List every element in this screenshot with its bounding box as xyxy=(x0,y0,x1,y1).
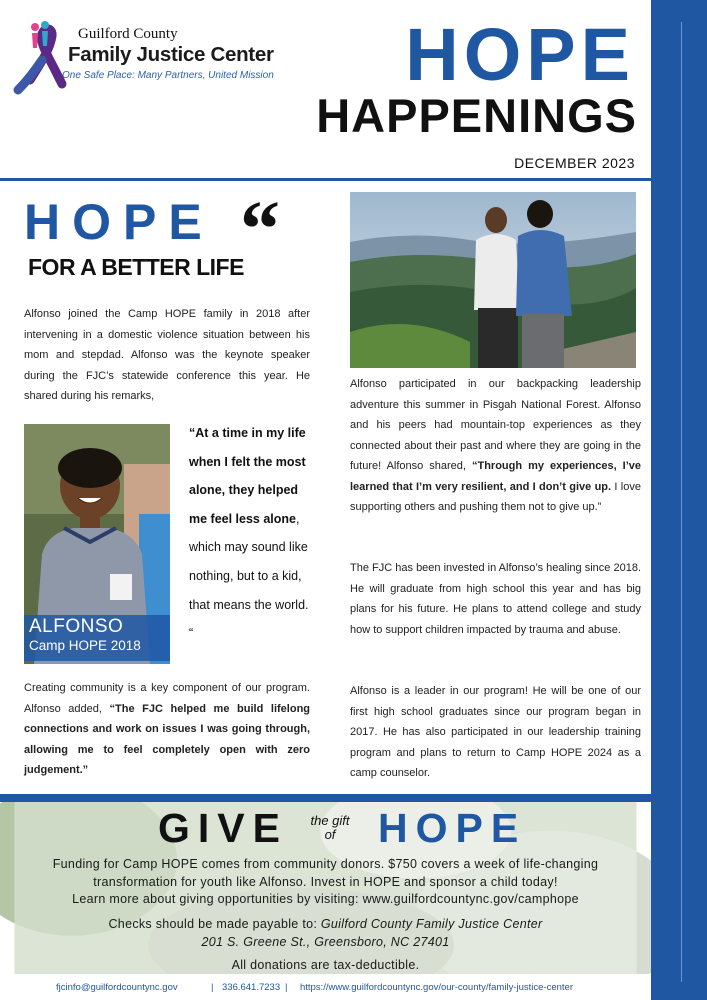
backpacking-end: I love supporting others and pushing them not to give up.” xyxy=(350,480,641,513)
side-stripe-line xyxy=(681,22,682,982)
give-description xyxy=(8,856,643,909)
give-word: GIVE xyxy=(158,805,288,851)
logo-tagline: One Safe Place: Many Partners, United Mission xyxy=(62,70,274,81)
community-text: Creating community is a key component of our program. Alfonso added, xyxy=(24,682,310,715)
community-paragraph xyxy=(24,678,310,781)
give-title xyxy=(0,806,651,852)
of-text: of xyxy=(324,827,336,842)
community-quote: “The FJC helped me build lifelong connections and work on issues I was going through, allowing me to feel completely open with zero judgement.” xyxy=(24,702,311,776)
footer-email-link[interactable]: fjcinfo@guilfordcountync.gov xyxy=(56,982,178,993)
tax-deductible-note: All donations are tax-deductible. xyxy=(231,958,420,972)
pull-quote-rest: , which may sound like nothing, but to a kid, that means the world. “ xyxy=(189,511,309,641)
fjc-logo[interactable] xyxy=(12,20,322,100)
footer-separator: | xyxy=(211,982,214,993)
caption-name: ALFONSO xyxy=(29,616,124,637)
masthead-subtitle: HAPPENINGS xyxy=(316,89,637,142)
leader-paragraph: Alfonso is a leader in our program! He will be one of our first high school graduates since our program began in 2017. He has also participated in our leadership training program and plans to return to Camp HOPE 2024 as a camp counselor. xyxy=(350,685,641,779)
the-gift-of xyxy=(304,814,356,842)
backpacking-quote: “Through my experiences, I’ve learned that I’m very resilient, and I don’t give up. xyxy=(350,460,641,493)
masthead-title: HOPE xyxy=(405,13,635,96)
caption-subtitle: Camp HOPE 2018 xyxy=(29,638,141,653)
issue-date: DECEMBER 2023 xyxy=(514,155,635,171)
healing-paragraph: The FJC has been invested in Alfonso’s healing since 2018. He will graduate from high school this year and has big plans for his future. He plans to attend college and study how to support children impacted by trauma and abuse. xyxy=(350,562,641,636)
side-stripe xyxy=(651,0,707,1000)
give-section xyxy=(0,794,651,974)
footer xyxy=(0,980,651,1000)
header-rule xyxy=(0,178,651,181)
pull-quote xyxy=(189,419,314,648)
footer-separator: | xyxy=(285,982,288,993)
give-line-3[interactable]: Learn more about giving opportunities by visiting: www.guilfordcountync.gov/camphope xyxy=(72,892,579,906)
photo-caption xyxy=(24,615,170,661)
backpacking-paragraph xyxy=(350,374,641,518)
pull-quote-bold: “At a time in my life when I felt the most alone, they helped me feel less alone xyxy=(189,426,306,526)
quote-mark: “ xyxy=(240,186,280,274)
ribbon-logo-icon xyxy=(12,20,72,100)
intro-paragraph: Alfonso joined the Camp HOPE family in 2018 after intervening in a domestic violence situation between his mom and stepdad. Alfonso was the keynote speaker during the FJC’s statewide conference this year. He shared during his remarks, xyxy=(24,308,310,402)
checks-payee: Guilford County Family Justice Center xyxy=(320,917,543,931)
logo-county: Guilford County xyxy=(78,26,178,42)
checks-address: 201 S. Greene St., Greensboro, NC 27401 xyxy=(201,934,450,949)
hope-word: HOPE xyxy=(378,805,527,851)
checks-label: Checks should be made payable to: xyxy=(108,917,321,931)
give-line-1: Funding for Camp HOPE comes from community donors. $750 covers a week of life-changing xyxy=(52,857,599,871)
hike-photo xyxy=(350,192,636,368)
give-line-2: transformation for youth like Alfonso. Invest in HOPE and sponsor a child today! xyxy=(93,874,558,889)
logo-name: Family Justice Center xyxy=(68,43,274,66)
backpacking-text: Alfonso participated in our backpacking leadership adventure this summer in Pisgah National Forest. Alfonso and his peers had mountain-top experiences as they connected about their past and where they are going in the future! Alfonso shared, xyxy=(350,378,641,472)
article-subheading: FOR A BETTER LIFE xyxy=(28,254,244,280)
footer-phone-link[interactable]: 336.641.7233 xyxy=(222,982,281,993)
the-gift-text: the gift xyxy=(310,813,350,828)
checks-info xyxy=(8,916,643,951)
article-heading: HOPE xyxy=(24,194,214,250)
footer-website-link[interactable]: https://www.guilfordcountync.gov/our-county/family-justice-center xyxy=(300,982,573,993)
